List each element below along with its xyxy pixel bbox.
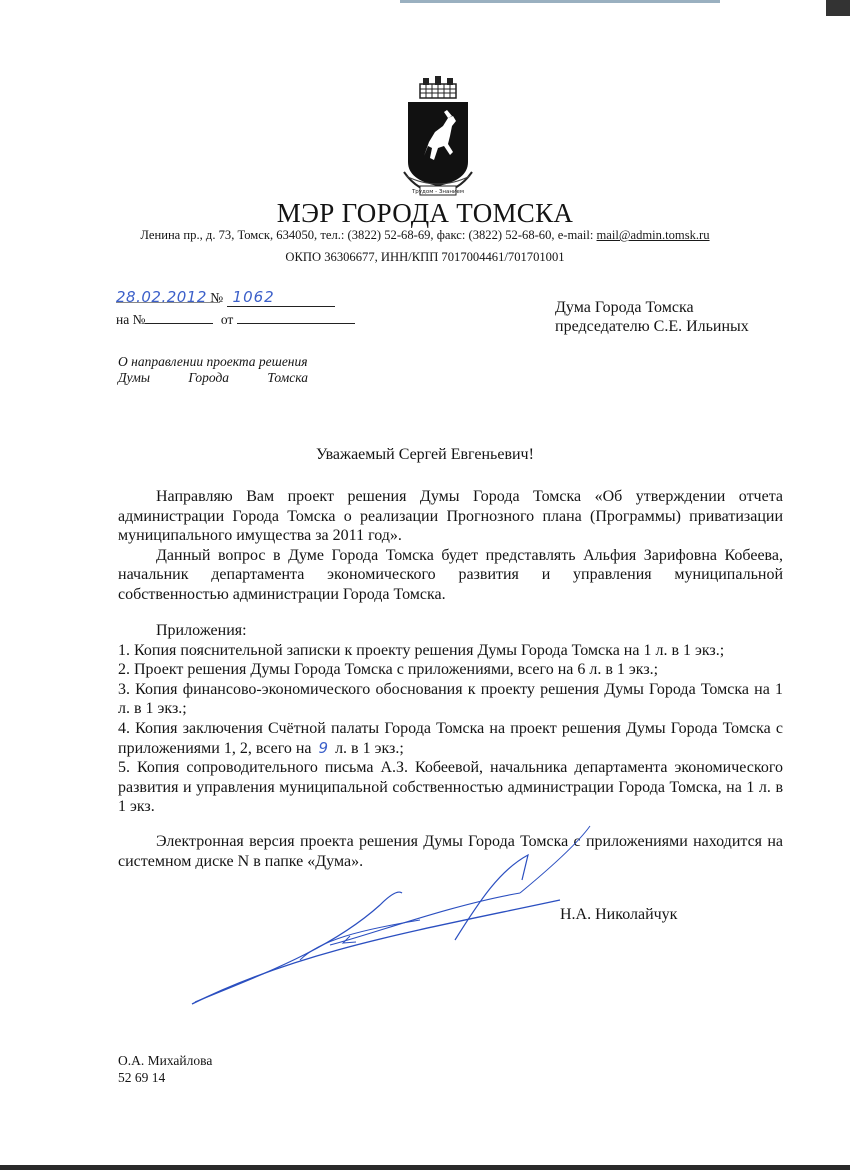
body-text — [118, 487, 783, 605]
greeting: Уважаемый Сергей Евгеньевич! — [316, 446, 534, 463]
ref-label: на № — [116, 312, 146, 327]
letterhead-codes: ОКПО 36306677, ИНН/КПП 7017004461/701701001 — [285, 250, 565, 264]
from-label: от — [220, 312, 234, 327]
scan-corner-mark — [826, 0, 850, 16]
executor-name: О.А. Михайлова — [118, 1053, 213, 1068]
attachment-4-text-end: л. в 1 экз.; — [331, 739, 404, 757]
paragraph-1: Направляю Вам проект решения Думы Города Томска «Об утверждении отчета администрации Города Томска о реализации Прогнозного плана (Программы) приватизации муниципального имущества за 2011 год». — [118, 488, 783, 545]
electronic-version-note: Электронная версия проекта решения Думы Города Томска с приложениями находится на системном диске N в папке «Дума». — [118, 833, 783, 870]
scan-top-edge — [400, 0, 720, 3]
scan-bottom-edge — [0, 1165, 850, 1170]
attachment-item-4 — [118, 719, 783, 758]
outgoing-date: 28.02.2012 — [116, 288, 207, 306]
attachment-item: 5. Копия сопроводительного письма А.З. Кобеевой, начальника департамента экономического развития и управления муниципальной собственностью администрации Города Томска, на 1 л. в 1 экз. — [118, 759, 783, 816]
electronic-note-block — [118, 832, 783, 871]
subject-word: Города — [188, 370, 230, 385]
letterhead-address — [0, 228, 850, 243]
number-label: № — [210, 290, 224, 305]
email-link[interactable]: mail@admin.tomsk.ru — [596, 228, 710, 242]
attachment-4-handwritten-count: 9 — [318, 738, 329, 757]
date-underline — [116, 302, 220, 303]
signatory-name: Н.А. Николайчук — [560, 906, 678, 923]
subject-line-2 — [118, 370, 308, 386]
attachment-4-text: 4. Копия заключения Счётной палаты Города Томска на проект решения Думы Города Томска с приложениями 1, 2, всего на — [118, 719, 783, 757]
attachments-block — [118, 621, 783, 817]
outgoing-date-number-line — [116, 288, 335, 307]
subject-line-1: О направлении проекта решения — [118, 354, 308, 369]
paragraph-2: Данный вопрос в Думе Города Томска будет представлять Альфия Зарифовна Кобеева, начальник департамента экономического развития и управления муниципальной собственностью администрации Города Томска. — [118, 546, 783, 603]
subject-word: Томска — [267, 370, 308, 385]
tomsk-coat-of-arms — [398, 76, 478, 200]
attachment-item: 3. Копия финансово-экономического обоснования к проекту решения Думы Города Томска на 1 л. в 1 экз.; — [118, 680, 783, 718]
ref-date-blank — [237, 309, 355, 324]
ref-number-blank — [145, 309, 213, 324]
executor-block — [118, 1052, 212, 1086]
attachment-item: 1. Копия пояснительной записки к проекту решения Думы Города Томска на 1 л. в 1 экз.; — [118, 641, 725, 659]
recipient-org: Дума Города Томска — [555, 299, 694, 316]
outgoing-number: 1062 — [227, 288, 335, 307]
attachments-title: Приложения: — [156, 622, 247, 639]
attachment-item: 2. Проект решения Думы Города Томска с приложениями, всего на 6 л. в 1 экз.; — [118, 661, 659, 679]
subject-word: Думы — [118, 370, 151, 385]
recipient-person: председателю С.Е. Ильиных — [555, 318, 749, 335]
executor-phone: 52 69 14 — [118, 1070, 166, 1085]
reference-line — [116, 309, 355, 328]
svg-text:Трудом - Знанием: Трудом - Знанием — [411, 189, 465, 195]
address-text: Ленина пр., д. 73, Томск, 634050, тел.: (3822) 52-68-69, факс: (3822) 52-68-60, e-mail: — [140, 228, 597, 242]
letterhead-title: МЭР ГОРОДА ТОМСКА — [276, 198, 574, 228]
